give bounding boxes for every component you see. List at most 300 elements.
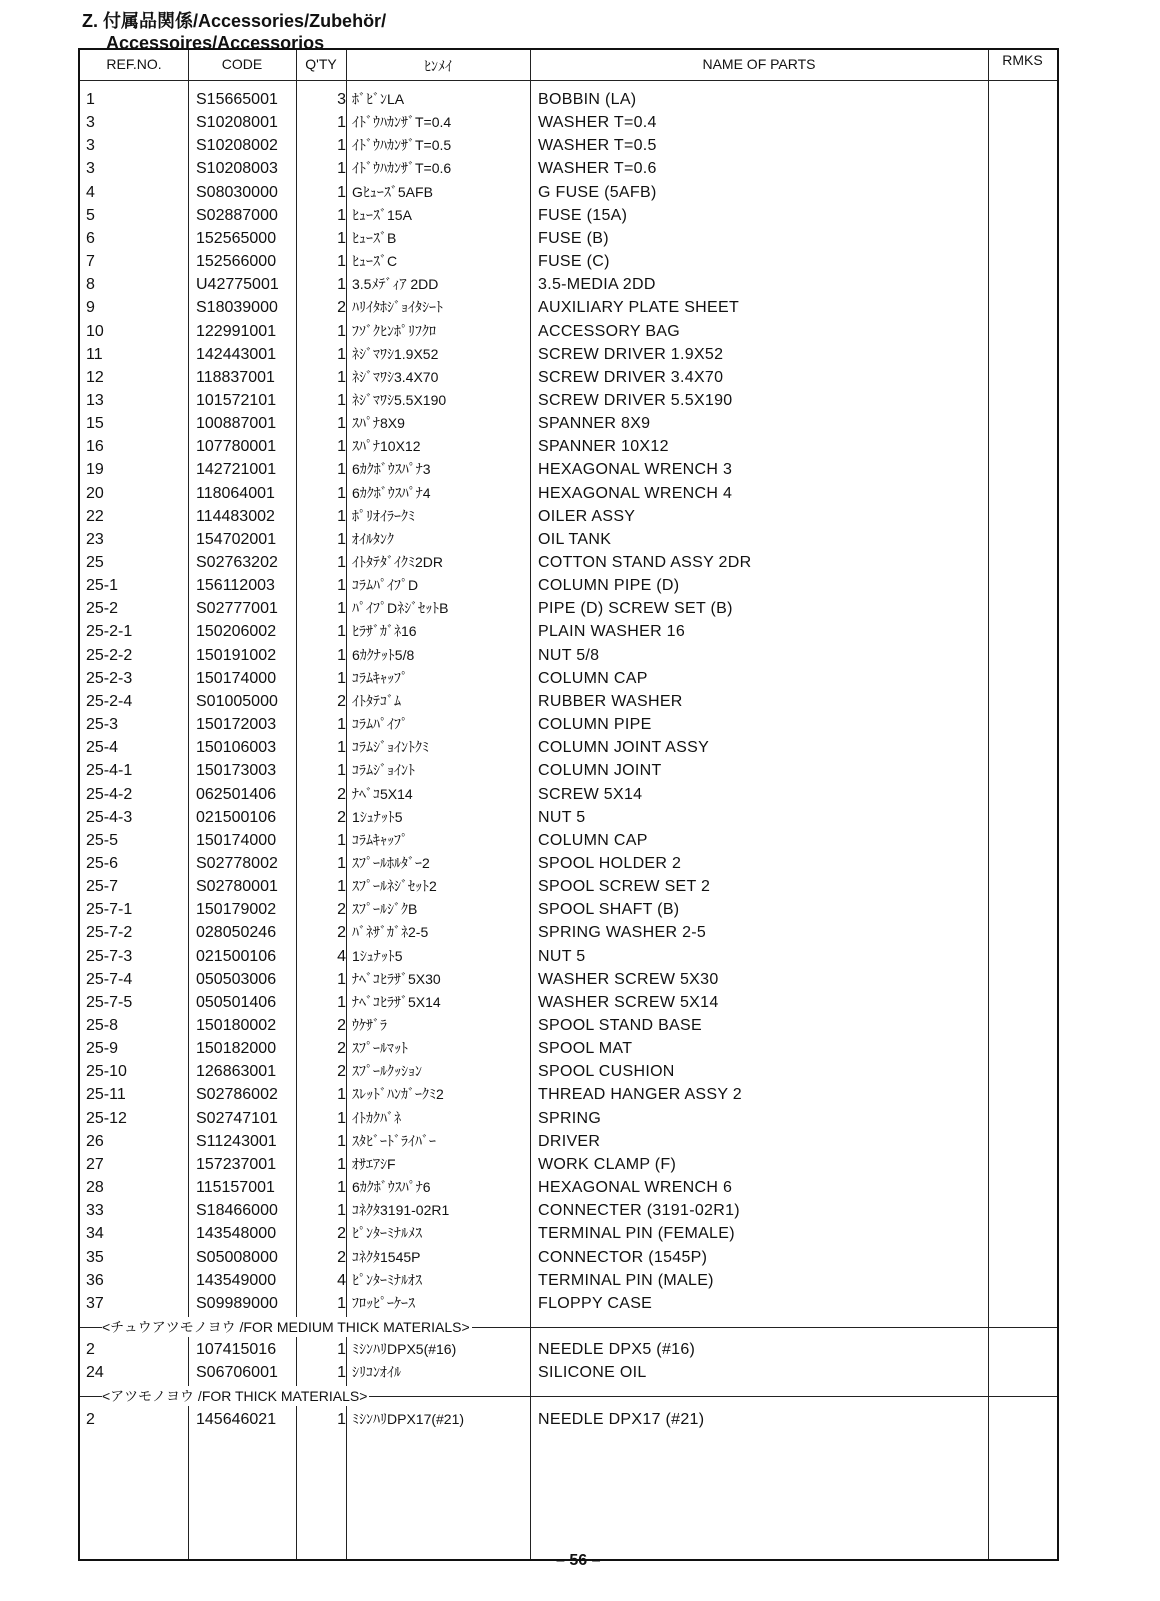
kana-cell: ﾈｼﾞﾏﾜｼ1.9X52	[352, 345, 439, 362]
qty-cell: 1	[337, 507, 346, 525]
code-cell: 150174000	[196, 831, 277, 849]
name-cell: COLUMN PIPE (D)	[538, 577, 680, 595]
name-cell: FUSE (C)	[538, 253, 610, 271]
table-row	[80, 528, 1057, 551]
ref-cell: 7	[86, 253, 95, 271]
qty-cell: 1	[337, 716, 346, 734]
kana-cell: ｺﾗﾑﾊﾟｲﾌﾟD	[352, 577, 419, 594]
qty-cell: 1	[337, 600, 346, 618]
header-ref: REF.NO.	[106, 56, 162, 72]
name-cell: COLUMN JOINT	[538, 762, 662, 780]
table-row	[80, 759, 1057, 782]
table-row	[80, 713, 1057, 736]
ref-cell: 10	[86, 322, 104, 340]
qty-cell: 1	[337, 415, 346, 433]
parts-table	[78, 48, 1059, 1561]
kana-cell: ｽﾊﾟﾅ8X9	[352, 415, 405, 432]
ref-cell: 26	[86, 1132, 104, 1150]
table-row	[80, 551, 1057, 574]
code-cell: 118064001	[196, 484, 275, 502]
code-cell: S01005000	[196, 692, 278, 710]
table-row	[80, 991, 1057, 1014]
code-cell: 118837001	[196, 368, 275, 386]
ref-cell: 3	[86, 160, 95, 178]
qty-cell: 1	[337, 183, 346, 201]
code-cell: S02747101	[196, 1109, 278, 1127]
code-cell: 050501406	[196, 993, 277, 1011]
ref-cell: 2	[86, 1341, 95, 1359]
name-cell: SCREW DRIVER 3.4X70	[538, 368, 724, 386]
kana-cell: ｽﾀﾋﾞｰﾄﾞﾗｲﾊﾞｰ	[352, 1132, 436, 1149]
name-cell: G FUSE (5AFB)	[538, 183, 657, 201]
table-row	[80, 597, 1057, 620]
kana-cell: ﾊﾞﾈｻﾞｶﾞﾈ2-5	[352, 924, 429, 941]
qty-cell: 2	[337, 1017, 346, 1034]
kana-cell: ｲﾄｶｸﾊﾞﾈ	[352, 1109, 401, 1126]
kana-cell: ﾊﾘｲﾀﾎｼﾞｮｲﾀｼｰﾄ	[352, 299, 443, 316]
qty-cell: 2	[337, 299, 346, 317]
code-cell: 150182000	[196, 1040, 277, 1058]
table-row	[80, 620, 1057, 643]
ref-cell: 4	[86, 183, 95, 201]
code-cell: 107780001	[196, 438, 277, 456]
ref-cell: 25-12	[86, 1109, 127, 1127]
kana-cell: ｲﾄﾞｳﾊｶﾝｻﾞT=0.5	[352, 137, 452, 154]
ref-cell: 25-6	[86, 854, 119, 872]
code-cell: S02887000	[196, 206, 278, 224]
qty-cell: 1	[337, 577, 346, 595]
ref-cell: 25-2-2	[86, 646, 133, 664]
code-cell: 145646021	[196, 1410, 277, 1428]
qty-cell: 2	[337, 924, 346, 942]
qty-cell: 1	[337, 554, 346, 571]
name-cell: SPRING WASHER 2-5	[538, 924, 707, 942]
code-cell: S06706001	[196, 1364, 278, 1382]
table-row	[80, 783, 1057, 806]
kana-cell: ｽﾚｯﾄﾞﾊﾝｶﾞｰｸﾐ2	[352, 1086, 444, 1103]
qty-cell: 2	[337, 1225, 346, 1243]
ref-cell: 15	[86, 415, 104, 433]
kana-cell: ﾌｿﾞｸﾋﾝﾎﾟﾘﾌｸﾛ	[352, 322, 436, 339]
name-cell: SCREW DRIVER 1.9X52	[538, 345, 724, 363]
table-row	[80, 1037, 1057, 1060]
qty-cell: 2	[337, 901, 346, 919]
ref-cell: 25-4-2	[86, 785, 133, 803]
ref-cell: 25-8	[86, 1017, 119, 1034]
table-row	[80, 1014, 1057, 1037]
table-row	[80, 273, 1057, 296]
code-cell: 115157001	[196, 1179, 275, 1197]
table-row	[80, 343, 1057, 366]
table-row	[80, 898, 1057, 921]
kana-cell: ｲﾄﾞｳﾊｶﾝｻﾞT=0.4	[352, 114, 452, 131]
kana-cell: ｽﾊﾟﾅ10X12	[352, 438, 421, 455]
kana-cell: ｲﾄﾀﾃｺﾞﾑ	[352, 692, 401, 709]
code-cell: 126863001	[196, 1063, 277, 1081]
code-cell: S05008000	[196, 1248, 278, 1266]
table-row	[80, 1060, 1057, 1083]
name-cell: FUSE (15A)	[538, 206, 628, 224]
table-row	[80, 945, 1057, 968]
name-cell: HEXAGONAL WRENCH 4	[538, 484, 733, 502]
table-row	[80, 1408, 1057, 1431]
ref-cell: 19	[86, 461, 104, 479]
qty-cell: 1	[337, 762, 346, 780]
header-rmks: RMKS	[1002, 52, 1043, 68]
name-cell: WASHER T=0.5	[538, 137, 657, 155]
name-cell: NUT 5	[538, 947, 586, 965]
kana-cell: ﾊﾟｲﾌﾟDﾈｼﾞｾｯﾄB	[352, 600, 449, 617]
table-row	[80, 1222, 1057, 1245]
table-row	[80, 1176, 1057, 1199]
ref-cell: 25-7-5	[86, 993, 133, 1011]
qty-cell: 1	[337, 1364, 346, 1382]
kana-cell: ｳｹｻﾞﾗ	[352, 1017, 387, 1033]
qty-cell: 1	[337, 739, 346, 757]
code-cell: 150173003	[196, 762, 277, 780]
code-cell: S02778002	[196, 854, 278, 872]
ref-cell: 5	[86, 206, 95, 224]
kana-cell: ｽﾌﾟｰﾙﾏｯﾄ	[352, 1040, 408, 1057]
qty-cell: 1	[337, 831, 346, 849]
table-row	[80, 458, 1057, 481]
qty-cell: 1	[337, 391, 346, 409]
title-line-2: Accessoires/Accessorios	[106, 33, 325, 53]
qty-cell: 1	[337, 878, 346, 896]
table-row	[80, 250, 1057, 273]
qty-cell: 1	[337, 970, 346, 988]
code-cell: S18039000	[196, 299, 278, 317]
name-cell: FUSE (B)	[538, 229, 609, 247]
code-cell: 021500106	[196, 947, 277, 965]
code-cell: 152566000	[196, 253, 277, 271]
kana-cell: ﾋｭｰｽﾞC	[352, 253, 398, 270]
name-cell: SPANNER 8X9	[538, 415, 651, 433]
ref-cell: 28	[86, 1179, 104, 1197]
table-row	[80, 366, 1057, 389]
code-cell: 150174000	[196, 669, 277, 687]
qty-cell: 1	[337, 114, 346, 132]
ref-cell: 25-7-2	[86, 924, 133, 942]
kana-cell: 6ｶｸﾎﾞｳｽﾊﾟﾅ3	[352, 461, 431, 478]
qty-cell: 1	[337, 160, 346, 178]
table-row	[80, 412, 1057, 435]
name-cell: BOBBIN (LA)	[538, 91, 637, 108]
qty-cell: 1	[337, 461, 346, 479]
name-cell: AUXILIARY PLATE SHEET	[538, 299, 740, 317]
title-line-1: Z. 付属品関係/Accessories/Zubehör/	[82, 11, 387, 31]
table-row	[80, 157, 1057, 180]
name-cell: SPOOL SHAFT (B)	[538, 901, 680, 919]
kana-cell: Gﾋｭｰｽﾞ5AFB	[352, 183, 433, 200]
code-cell: 150172003	[196, 716, 277, 734]
code-cell: 101572101	[196, 391, 277, 409]
ref-cell: 25-2	[86, 600, 119, 618]
code-cell: 150191002	[196, 646, 277, 664]
ref-cell: 25-9	[86, 1040, 119, 1058]
name-cell: SPANNER 10X12	[538, 438, 669, 456]
kana-cell: ﾐｼﾝﾊﾘDPX17(#21)	[352, 1410, 465, 1427]
table-row	[80, 227, 1057, 250]
name-cell: NUT 5	[538, 808, 586, 826]
ref-cell: 8	[86, 276, 95, 294]
table-row	[80, 389, 1057, 412]
name-cell: ACCESSORY BAG	[538, 322, 681, 340]
code-cell: 021500106	[196, 808, 277, 826]
ref-cell: 25-4	[86, 739, 119, 757]
code-cell: 142443001	[196, 345, 277, 363]
code-cell: 114483002	[196, 507, 275, 525]
kana-cell: 6ｶｸﾎﾞｳｽﾊﾟﾅ6	[352, 1179, 431, 1196]
name-cell: WASHER T=0.4	[538, 114, 657, 132]
name-cell: SPOOL HOLDER 2	[538, 854, 682, 872]
kana-cell: ｺﾈｸﾀ1545P	[352, 1248, 421, 1265]
code-cell: 143548000	[196, 1225, 277, 1243]
name-cell: COTTON STAND ASSY 2DR	[538, 554, 752, 571]
name-cell: NEEDLE DPX17 (#21)	[538, 1410, 705, 1428]
name-cell: TERMINAL PIN (MALE)	[538, 1271, 714, 1289]
table-row	[80, 1153, 1057, 1176]
qty-cell: 1	[337, 1202, 346, 1220]
kana-cell: ｲﾄﾀﾃﾀﾞｲｸﾐ2DR	[352, 554, 444, 570]
ref-cell: 12	[86, 368, 104, 386]
ref-cell: 25-4-3	[86, 808, 133, 826]
code-cell: 143549000	[196, 1271, 277, 1289]
ref-cell: 25-2-3	[86, 669, 133, 687]
kana-cell: ｲﾄﾞｳﾊｶﾝｻﾞT=0.6	[352, 160, 452, 177]
kana-cell: ｵｲﾙﾀﾝｸ	[352, 530, 394, 547]
table-row	[80, 1199, 1057, 1222]
qty-cell: 2	[337, 692, 346, 710]
table-row	[80, 320, 1057, 343]
kana-cell: 1ｼｭﾅｯﾄ5	[352, 947, 403, 964]
qty-cell: 2	[337, 808, 346, 826]
ref-cell: 36	[86, 1271, 104, 1289]
ref-cell: 25-11	[86, 1086, 126, 1104]
code-cell: 122991001	[196, 322, 277, 340]
name-cell: COLUMN CAP	[538, 831, 648, 849]
kana-cell: ｺﾗﾑｷｬｯﾌﾟ	[352, 669, 408, 686]
table-row	[80, 111, 1057, 134]
qty-cell: 2	[337, 1248, 346, 1266]
kana-cell: ｼﾘｺﾝｵｲﾙ	[352, 1364, 401, 1381]
qty-cell: 1	[337, 276, 346, 294]
qty-cell: 1	[337, 1410, 346, 1428]
code-cell: S02763202	[196, 554, 278, 571]
section-label: <アツモノヨウ /FOR THICK MATERIALS>	[102, 1388, 368, 1405]
ref-cell: 25-10	[86, 1063, 127, 1081]
page-number: – 56 –	[556, 1552, 601, 1569]
name-cell: HEXAGONAL WRENCH 6	[538, 1179, 733, 1197]
qty-cell: 1	[337, 530, 346, 548]
qty-cell: 1	[337, 1086, 346, 1104]
name-cell: 3.5-MEDIA 2DD	[538, 276, 656, 294]
code-cell: S11243001	[196, 1132, 277, 1150]
qty-cell: 4	[337, 947, 346, 965]
table-row	[80, 690, 1057, 713]
code-cell: S15665001	[196, 91, 278, 108]
name-cell: SPOOL STAND BASE	[538, 1017, 702, 1034]
name-cell: WASHER T=0.6	[538, 160, 657, 178]
name-cell: SCREW DRIVER 5.5X190	[538, 391, 733, 409]
qty-cell: 2	[337, 785, 346, 803]
code-cell: 152565000	[196, 229, 277, 247]
qty-cell: 1	[337, 137, 346, 155]
ref-cell: 33	[86, 1202, 104, 1220]
code-cell: 050503006	[196, 970, 277, 988]
header-qty: Q'TY	[305, 56, 337, 72]
qty-cell: 1	[337, 253, 346, 271]
qty-cell: 1	[337, 1341, 346, 1359]
kana-cell: 6ｶｸﾎﾞｳｽﾊﾟﾅ4	[352, 484, 431, 501]
table-row	[80, 806, 1057, 829]
name-cell: WORK CLAMP (F)	[538, 1155, 677, 1173]
kana-cell: ﾌﾛｯﾋﾟｰｹｰｽ	[352, 1294, 415, 1311]
kana-cell: ﾈｼﾞﾏﾜｼ3.4X70	[352, 368, 439, 385]
kana-cell: 1ｼｭﾅｯﾄ5	[352, 808, 403, 825]
header-name: NAME OF PARTS	[702, 56, 816, 72]
kana-cell: ｺﾗﾑｷｬｯﾌﾟ	[352, 831, 408, 848]
ref-cell: 13	[86, 391, 104, 409]
table-row	[80, 204, 1057, 227]
qty-cell: 1	[337, 484, 346, 502]
name-cell: PIPE (D) SCREW SET (B)	[538, 600, 733, 618]
code-cell: S02777001	[196, 600, 278, 618]
name-cell: SPOOL CUSHION	[538, 1063, 675, 1081]
table-row	[80, 852, 1057, 875]
code-cell: 156112003	[196, 577, 275, 595]
name-cell: DRIVER	[538, 1132, 601, 1150]
name-cell: WASHER SCREW 5X30	[538, 970, 719, 988]
kana-cell: ﾈｼﾞﾏﾜｼ5.5X190	[352, 391, 447, 408]
ref-cell: 25-7	[86, 878, 119, 896]
name-cell: OIL TANK	[538, 530, 612, 548]
ref-cell: 37	[86, 1294, 104, 1312]
qty-cell: 1	[337, 368, 346, 386]
ref-cell: 25-7-3	[86, 947, 133, 965]
table-row	[80, 968, 1057, 991]
ref-cell: 22	[86, 507, 104, 525]
name-cell: HEXAGONAL WRENCH 3	[538, 461, 733, 479]
qty-cell: 1	[337, 206, 346, 224]
name-cell: SCREW 5X14	[538, 785, 643, 803]
name-cell: COLUMN CAP	[538, 669, 648, 687]
ref-cell: 25-7-1	[86, 901, 133, 919]
table-row	[80, 505, 1057, 528]
qty-cell: 1	[337, 1155, 346, 1173]
kana-cell: ﾋﾟﾝﾀｰﾐﾅﾙｵｽ	[352, 1271, 422, 1288]
code-cell: 154702001	[196, 530, 277, 548]
name-cell: FLOPPY CASE	[538, 1294, 653, 1312]
qty-cell: 1	[337, 646, 346, 664]
name-cell: COLUMN JOINT ASSY	[538, 739, 710, 757]
kana-cell: ｺﾈｸﾀ3191-02R1	[352, 1202, 450, 1219]
kana-cell: ﾐｼﾝﾊﾘDPX5(#16)	[352, 1341, 457, 1358]
kana-cell: ｽﾌﾟｰﾙｸｯｼｮﾝ	[352, 1063, 422, 1080]
table-row	[80, 1083, 1057, 1106]
code-cell: 150106003	[196, 739, 277, 757]
table-row	[80, 644, 1057, 667]
table-row	[80, 1361, 1057, 1384]
ref-cell: 16	[86, 438, 104, 456]
qty-cell: 1	[337, 1179, 346, 1197]
name-cell: SILICONE OIL	[538, 1364, 647, 1382]
table-row	[80, 435, 1057, 458]
kana-cell: ﾋｭｰｽﾞ15A	[352, 206, 412, 223]
name-cell: CONNECTOR (1545P)	[538, 1248, 708, 1266]
code-cell: 100887001	[196, 415, 277, 433]
qty-cell: 2	[337, 1063, 346, 1081]
ref-cell: 35	[86, 1248, 104, 1266]
table-row	[80, 921, 1057, 944]
kana-cell: 3.5ﾒﾃﾞｨｱ 2DD	[352, 276, 439, 293]
code-cell: S09989000	[196, 1294, 278, 1312]
kana-cell: ﾋｭｰｽﾞB	[352, 229, 397, 246]
ref-cell: 25-5	[86, 831, 119, 849]
table-row	[80, 736, 1057, 759]
ref-cell: 25-7-4	[86, 970, 133, 988]
ref-cell: 25	[86, 554, 104, 571]
table-row	[80, 1269, 1057, 1292]
qty-cell: 4	[337, 1271, 346, 1289]
code-cell: S08030000	[196, 183, 278, 201]
kana-cell: ｽﾌﾟｰﾙｼﾞｸB	[352, 901, 418, 918]
name-cell: SPRING	[538, 1109, 602, 1127]
code-cell: 150179002	[196, 901, 277, 919]
ref-cell: 9	[86, 299, 95, 317]
ref-cell: 27	[86, 1155, 104, 1173]
header-code: CODE	[221, 56, 263, 72]
ref-cell: 24	[86, 1364, 104, 1382]
name-cell: THREAD HANGER ASSY 2	[538, 1086, 742, 1104]
code-cell: S10208002	[196, 137, 278, 155]
qty-cell: 1	[337, 229, 346, 247]
name-cell: OILER ASSY	[538, 507, 636, 525]
code-cell: 157237001	[196, 1155, 277, 1173]
kana-cell: ｽﾌﾟｰﾙﾎﾙﾀﾞｰ2	[352, 854, 430, 871]
kana-cell: ﾅﾍﾞｺﾋﾗｻﾞ5X30	[352, 970, 441, 987]
kana-cell: ｺﾗﾑｼﾞｮｲﾝﾄ	[352, 762, 415, 779]
qty-cell: 1	[337, 854, 346, 872]
code-cell: 150206002	[196, 623, 277, 641]
table-row	[80, 667, 1057, 690]
qty-cell: 2	[337, 1040, 346, 1058]
kana-cell: ｽﾌﾟｰﾙﾈｼﾞｾｯﾄ2	[352, 878, 437, 895]
ref-cell: 3	[86, 114, 95, 132]
table-row	[80, 1292, 1057, 1315]
code-cell: 107415016	[196, 1341, 277, 1359]
kana-cell: ﾋﾟﾝﾀｰﾐﾅﾙﾒｽ	[352, 1225, 422, 1242]
header-kana: ﾋﾝﾒｲ	[424, 58, 452, 74]
ref-cell: 25-2-4	[86, 692, 133, 710]
code-cell: 142721001	[196, 461, 277, 479]
name-cell: NUT 5/8	[538, 646, 600, 664]
kana-cell: ﾅﾍﾞｺ5X14	[352, 785, 413, 802]
kana-cell: ｵｻｴｱｼF	[352, 1155, 396, 1172]
qty-cell: 1	[337, 1294, 346, 1312]
qty-cell: 1	[337, 993, 346, 1011]
code-cell: S02786002	[196, 1086, 278, 1104]
code-cell: S10208001	[196, 114, 278, 132]
ref-cell: 20	[86, 484, 104, 502]
code-cell: S02780001	[196, 878, 278, 896]
kana-cell: ﾎﾟﾘｵｲﾗｰｸﾐ	[352, 507, 415, 524]
qty-cell: 1	[337, 438, 346, 456]
qty-cell: 1	[337, 1109, 346, 1127]
header-divider	[80, 80, 1057, 81]
ref-cell: 6	[86, 229, 95, 247]
name-cell: RUBBER WASHER	[538, 692, 683, 710]
